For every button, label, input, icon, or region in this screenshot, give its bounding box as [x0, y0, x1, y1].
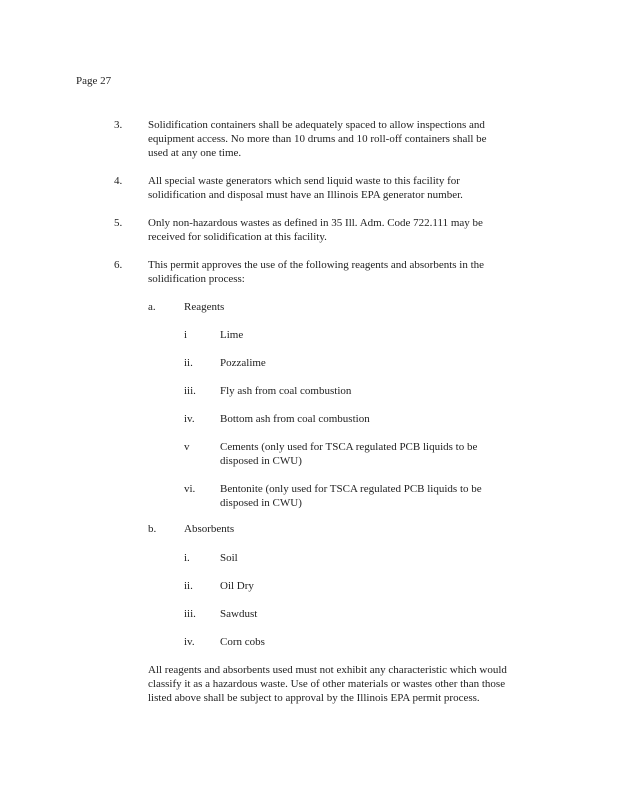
paragraph-line: Solidification containers shall be adequately spaced to allow inspections and: [148, 119, 485, 131]
subitem-number: i: [184, 329, 188, 341]
subitem-number: ii.: [184, 580, 193, 592]
paragraph-line: used at any one time.: [148, 147, 242, 159]
item-number: 3.: [114, 119, 123, 131]
item-number: 6.: [114, 259, 123, 271]
subitem-number: iv.: [184, 636, 195, 648]
subitem-text: [220, 440, 477, 468]
subitem-text: Oil Dry: [220, 580, 254, 592]
closing-paragraph: [148, 663, 507, 705]
paragraph-line: equipment access. No more than 10 drums and 10 roll-off containers shall be: [148, 133, 487, 145]
subitem-number: vi.: [184, 483, 196, 495]
paragraph-line: This permit approves the use of the following reagents and absorbents in the: [148, 259, 485, 271]
subitem-line: disposed in CWU): [220, 455, 302, 467]
subitem-text: [220, 482, 482, 510]
paragraph-line: Only non-hazardous wastes as defined in 35 Ill. Adm. Code 722.111 may be: [148, 217, 483, 229]
subitem-number: i.: [184, 552, 190, 564]
subitem-number: iii.: [184, 608, 196, 620]
paragraph-line: solidification process:: [148, 273, 245, 285]
subitem-number: v: [184, 441, 190, 453]
subitem-number: iii.: [184, 385, 196, 397]
subitem-text: Lime: [220, 329, 244, 341]
subitem-line: Cements (only used for TSCA regulated PCB liquids to be: [220, 441, 478, 453]
section-title: Absorbents: [184, 523, 235, 535]
subitem-text: Sawdust: [220, 608, 258, 620]
subitem-line: Bentonite (only used for TSCA regulated PCB liquids to be: [220, 483, 482, 495]
subitem-text: Fly ash from coal combustion: [220, 385, 352, 397]
section-letter: a.: [148, 301, 156, 313]
item-paragraph: [148, 118, 487, 160]
subitem-line: disposed in CWU): [220, 497, 302, 509]
paragraph-line: received for solidification at this facility.: [148, 231, 327, 243]
paragraph-line: solidification and disposal must have an Illinois EPA generator number.: [148, 189, 463, 201]
subitem-number: ii.: [184, 357, 193, 369]
page-number: Page 27: [76, 75, 112, 87]
item-paragraph: [148, 258, 484, 286]
item-paragraph: [148, 216, 483, 244]
paragraph-line: All special waste generators which send liquid waste to this facility for: [148, 175, 460, 187]
paragraph-line: listed above shall be subject to approval by the Illinois EPA permit process.: [148, 692, 480, 704]
section-title: Reagents: [184, 301, 225, 313]
subitem-text: Pozzalime: [220, 357, 266, 369]
subitem-text: Corn cobs: [220, 636, 265, 648]
item-paragraph: [148, 174, 463, 202]
paragraph-line: All reagents and absorbents used must not exhibit any characteristic which would: [148, 664, 507, 676]
subitem-number: iv.: [184, 413, 195, 425]
item-number: 5.: [114, 217, 123, 229]
subitem-text: Bottom ash from coal combustion: [220, 413, 370, 425]
subitem-text: Soil: [220, 552, 238, 564]
section-letter: b.: [148, 523, 157, 535]
paragraph-line: classify it as a hazardous waste. Use of other materials or wastes other than those: [148, 678, 506, 690]
item-number: 4.: [114, 175, 123, 187]
